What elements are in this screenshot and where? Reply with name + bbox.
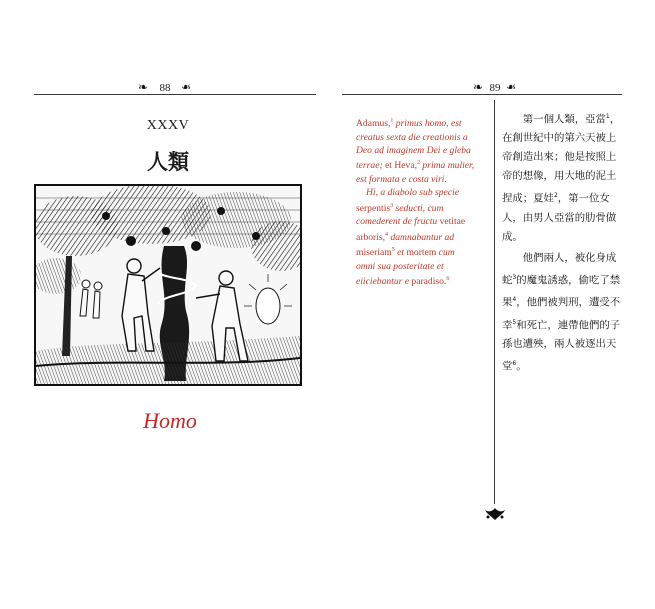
- page-number: 88: [159, 82, 171, 94]
- text-run: ，他們被判刑，遭受不幸: [502, 296, 621, 332]
- latin-title: Homo: [143, 408, 197, 433]
- woodcut-illustration: [34, 184, 302, 386]
- fleuron-right-icon: ❧: [181, 80, 192, 94]
- chinese-text-column: [502, 107, 626, 379]
- paragraph: [356, 115, 476, 186]
- text-run: mortem: [406, 247, 437, 259]
- text-run: serpentis: [356, 203, 391, 214]
- italic-run: Hi, a diabolo sub specie: [366, 187, 459, 199]
- footnote-marker: 2: [553, 192, 558, 200]
- text-run: vetitae arboris,: [356, 216, 466, 243]
- footnote-marker: 5: [391, 247, 395, 254]
- footer-fleuron-icon: [482, 506, 508, 522]
- paragraph: [356, 186, 476, 289]
- footnote-marker: 6: [512, 360, 517, 368]
- footnote-marker: 1: [390, 118, 394, 124]
- paragraph: [502, 249, 626, 377]
- chapter-title: 人類: [147, 150, 189, 174]
- paragraph: [502, 107, 626, 247]
- footnote-marker: 4: [385, 231, 389, 238]
- italic-run: et: [394, 247, 407, 259]
- text-run: 和死亡，連帶他們的子孫也遭殃，兩人被逐出天堂: [502, 319, 621, 373]
- italic-run: damnabantur ad: [388, 232, 455, 243]
- fleuron-left-icon: ❧: [473, 80, 484, 94]
- italic-run: primus homo, est creatus sexta die creationis a Deo ad imaginem Dei e gleba terrae;: [356, 118, 471, 172]
- text-run: paradiso.: [411, 276, 447, 288]
- italic-run: seducti, cum comederent de fructu: [356, 203, 444, 228]
- column-divider: [494, 100, 495, 504]
- fleuron-right-icon: ❧: [506, 80, 517, 94]
- left-page: [0, 0, 327, 609]
- text-run: ，第一位女人，由男人亞當的肋骨做成。: [502, 192, 617, 243]
- footnote-marker: 1: [605, 113, 610, 120]
- footnote-marker: 2: [417, 160, 421, 167]
- text-run: et Heva,: [385, 160, 418, 172]
- text-run: 的魔鬼誘惑，偷吃了禁果: [502, 274, 621, 309]
- text-run: 第一個人類，亞當: [522, 113, 606, 126]
- text-run: ，在創世紀中的第六天被上帝創造出來；他是按照上帝的想像，用大地的泥土捏成；夏娃: [502, 113, 621, 205]
- text-run: 他們兩人，被化身成蛇: [502, 251, 617, 287]
- text-run: 。: [516, 360, 527, 373]
- footnote-marker: 3: [390, 202, 394, 209]
- fleuron-left-icon: ❧: [138, 80, 149, 94]
- text-run: miseriam: [356, 247, 392, 259]
- header-rule-left: [34, 94, 316, 95]
- footnote-marker: 3: [512, 273, 517, 281]
- woodcut-svg: [36, 186, 300, 384]
- italic-run: prima mulier, est formata e costa viri.: [356, 160, 475, 185]
- page-number: 89: [489, 82, 501, 94]
- text-run: Adamus,: [356, 118, 391, 130]
- italic-run: cum omni sua posteritate et eiiciebantur e: [356, 247, 455, 288]
- footnote-marker: 6: [446, 276, 450, 283]
- footnote-marker: 5: [512, 318, 517, 326]
- header-rule-right: [342, 94, 622, 95]
- latin-text-column: [356, 115, 476, 289]
- footnote-marker: 4: [512, 296, 517, 304]
- chapter-number: XXXV: [146, 118, 190, 133]
